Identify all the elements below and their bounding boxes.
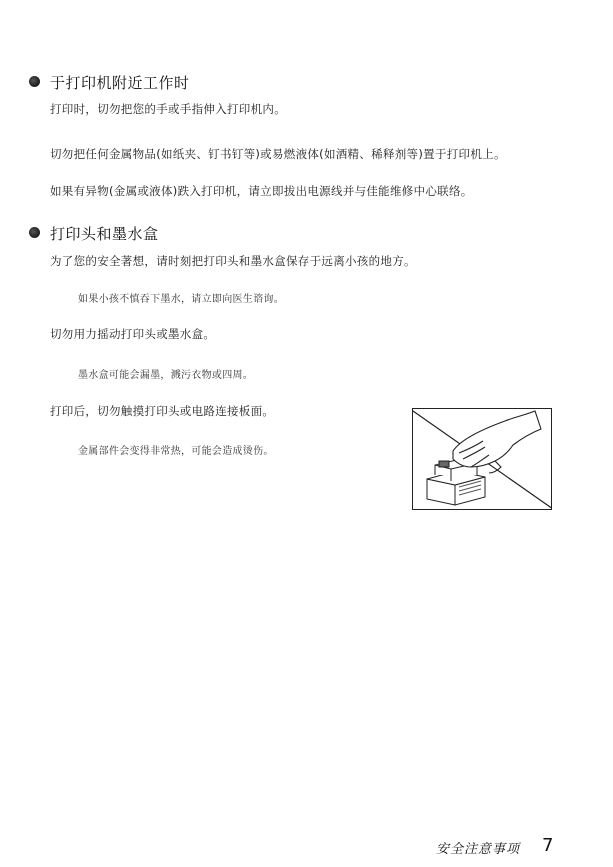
section-bullet-icon xyxy=(29,227,40,238)
paragraph-metal-objects: 切勿把任何金属物品(如纸夹、钉书钉等)或易燃液体(如酒精、稀释剂等)置于打印机上。 xyxy=(50,147,506,161)
paragraph-hands: 打印时，切勿把您的手或手指伸入打印机内。 xyxy=(50,102,286,116)
section-bullet-icon xyxy=(29,76,40,87)
paragraph-touch-printhead: 打印后，切勿触摸打印头或电路连接板面。 xyxy=(50,404,275,418)
page-number: 7 xyxy=(542,835,554,856)
hand-drawing xyxy=(453,411,541,473)
paragraph-children-safety: 为了您的安全著想，请时刻把打印头和墨水盒保存于远离小孩的地方。 xyxy=(50,254,416,268)
section-heading-printhead-ink: 打印头和墨水盒 xyxy=(50,225,159,243)
hand-printhead-drawing xyxy=(413,409,552,510)
paragraph-foreign-objects: 如果有异物(金属或液体)跌入打印机，请立即拔出电源线并与佳能维修中心联络。 xyxy=(50,184,473,198)
note-swallow-ink: 如果小孩不慎吞下墨水，请立即向医生谘询。 xyxy=(78,294,284,305)
no-touch-printhead-illustration xyxy=(412,408,552,510)
section-heading-printer-nearby: 于打印机附近工作时 xyxy=(50,74,190,92)
footer-section-title: 安全注意事项 xyxy=(436,842,521,857)
note-hot-parts: 金属部件会变得非常热，可能会造成烫伤。 xyxy=(78,446,274,457)
note-ink-leak: 墨水盒可能会漏墨，溅污衣物或四周。 xyxy=(78,370,254,381)
paragraph-shake: 切勿用力摇动打印头或墨水盒。 xyxy=(50,327,216,341)
